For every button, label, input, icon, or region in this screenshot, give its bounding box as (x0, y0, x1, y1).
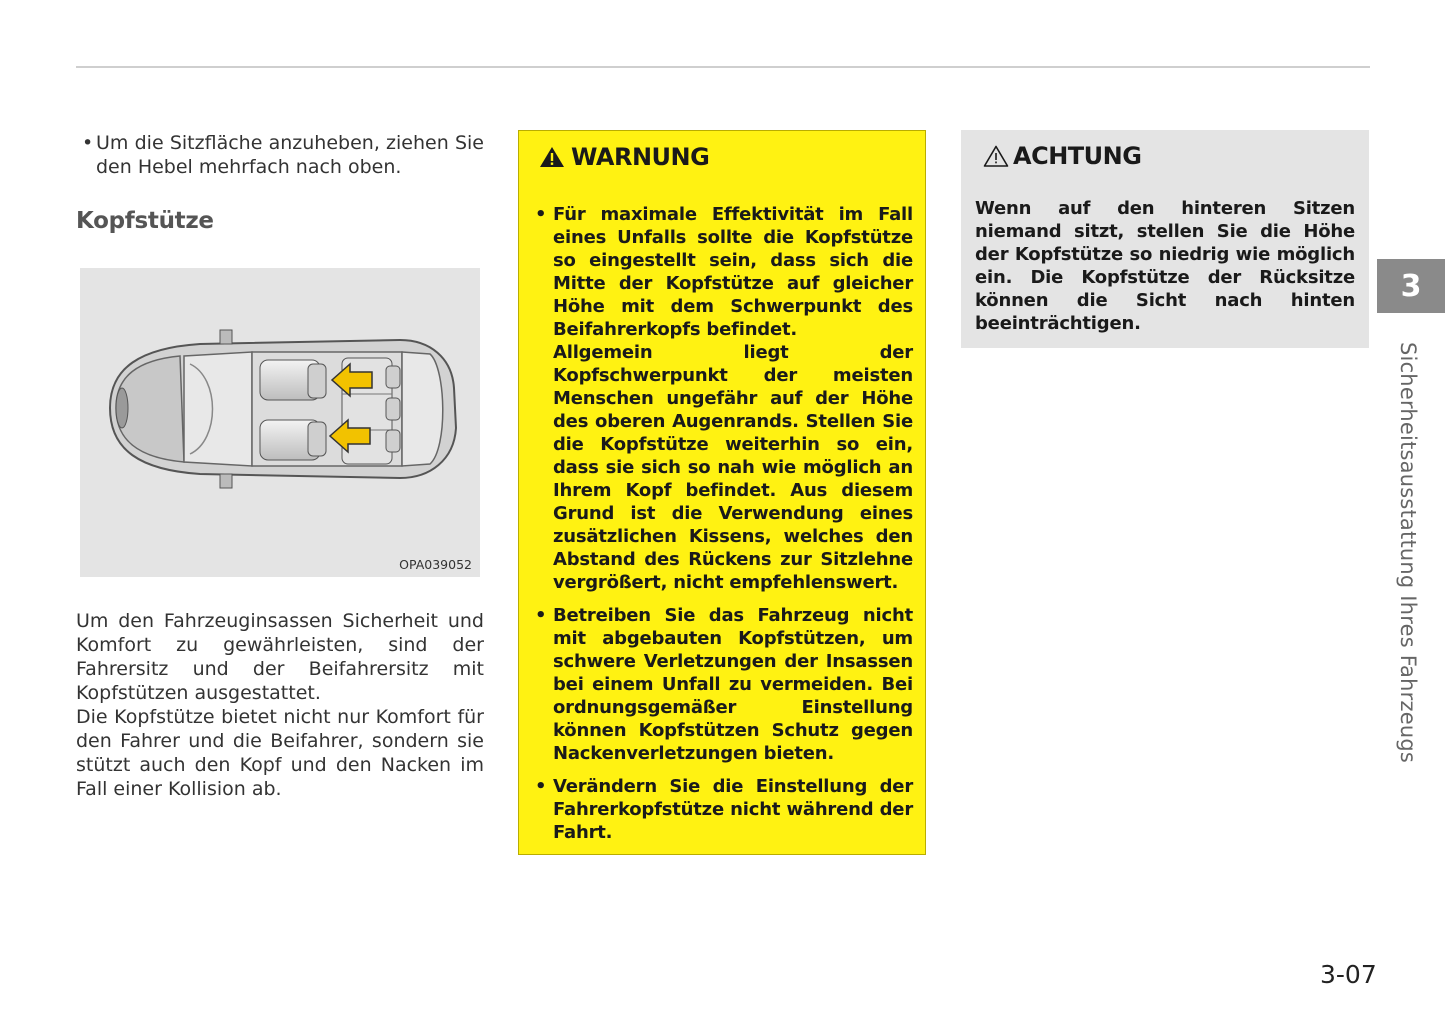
warning-header (539, 143, 709, 171)
page-number: 3-07 (1320, 960, 1377, 989)
warning-title: WARNUNG (571, 143, 710, 171)
warning-bullet: • (535, 204, 547, 225)
warning-list (533, 203, 913, 854)
headrest-figure (80, 268, 480, 577)
intro-bullet-item (82, 131, 484, 179)
body-paragraph-2: Die Kopfstütze bietet nicht nur Komfort für den Fahrer und die Beifahrer, sondern sie stützt auch den Kopf und den Nacken im Fall einer Kollision ab. (76, 706, 484, 800)
body-text (76, 609, 484, 801)
warning-triangle-icon (539, 145, 565, 169)
caution-header (983, 142, 1141, 170)
figure-code: OPA039052 (399, 557, 472, 572)
warning-item-text: Verändern Sie die Einstellung der Fahrerkopfstütze nicht während der Fahrt. (553, 776, 913, 843)
warning-bullet: • (535, 776, 547, 797)
section-title: Kopfstütze (76, 208, 214, 234)
caution-triangle-icon (983, 144, 1009, 168)
caution-title: ACHTUNG (1013, 142, 1142, 170)
top-rule (76, 66, 1370, 68)
bullet-mark: • (82, 132, 94, 154)
warning-item-text: Betreiben Sie das Fahrzeug nicht mit abgebauten Kopfstützen, um schwere Verletzungen der Insassen bei einem Unfall zu vermeiden. Bei ordnungsgemäßer Einstellung können Kopfstützen Schutz gegen Nackenverletzungen bieten. (553, 605, 913, 764)
body-paragraph-1: Um den Fahrzeuginsassen Sicherheit und Komfort zu gewährleisten, sind der Fahrersitz und der Beifahrersitz mit Kopfstützen ausgestattet. (76, 610, 484, 704)
warning-item (533, 604, 913, 765)
intro-bullet-text: Um die Sitzfläche anzuheben, ziehen Sie den Hebel mehrfach nach oben. (96, 132, 484, 178)
chapter-side-title: Sicherheitsausstattung Ihres Fahrzeugs (1396, 342, 1420, 763)
warning-box (518, 130, 926, 855)
caution-text: Wenn auf den hinteren Sitzen niemand sitzt, stellen Sie die Höhe der Kopfstütze so niedrig wie möglich ein. Die Kopfstütze der Rücksitze können die Sicht nach hinten beeinträchtigen. (975, 198, 1355, 334)
chapter-tab: 3 (1377, 259, 1445, 313)
warning-item-subtext: Allgemein liegt der Kopfschwerpunkt der meisten Menschen ungefähr auf der Höhe des oberen Augenrands. Stellen Sie die Kopfstütze weiterhin so ein, dass sie sich so nah wie möglich an Ihrem Kopf befindet. Aus diesem Grund ist die Verwendung eines zusätzlichen Kissens, welches den Abstand des Rückens zur Sitzlehne vergrößert, nicht empfehlenswert. (553, 342, 913, 593)
car-top-view-illustration (80, 268, 480, 577)
warning-item (533, 775, 913, 844)
caution-box (961, 130, 1369, 348)
warning-item (533, 203, 913, 594)
warning-bullet: • (535, 605, 547, 626)
warning-item-text: Für maximale Effektivität im Fall eines Unfalls sollte die Kopfstütze so eingestellt sein, dass sich die Mitte der Kopfstütze auf gleicher Höhe mit dem Schwerpunkt des Beifahrerkopfs befindet. (553, 204, 913, 340)
